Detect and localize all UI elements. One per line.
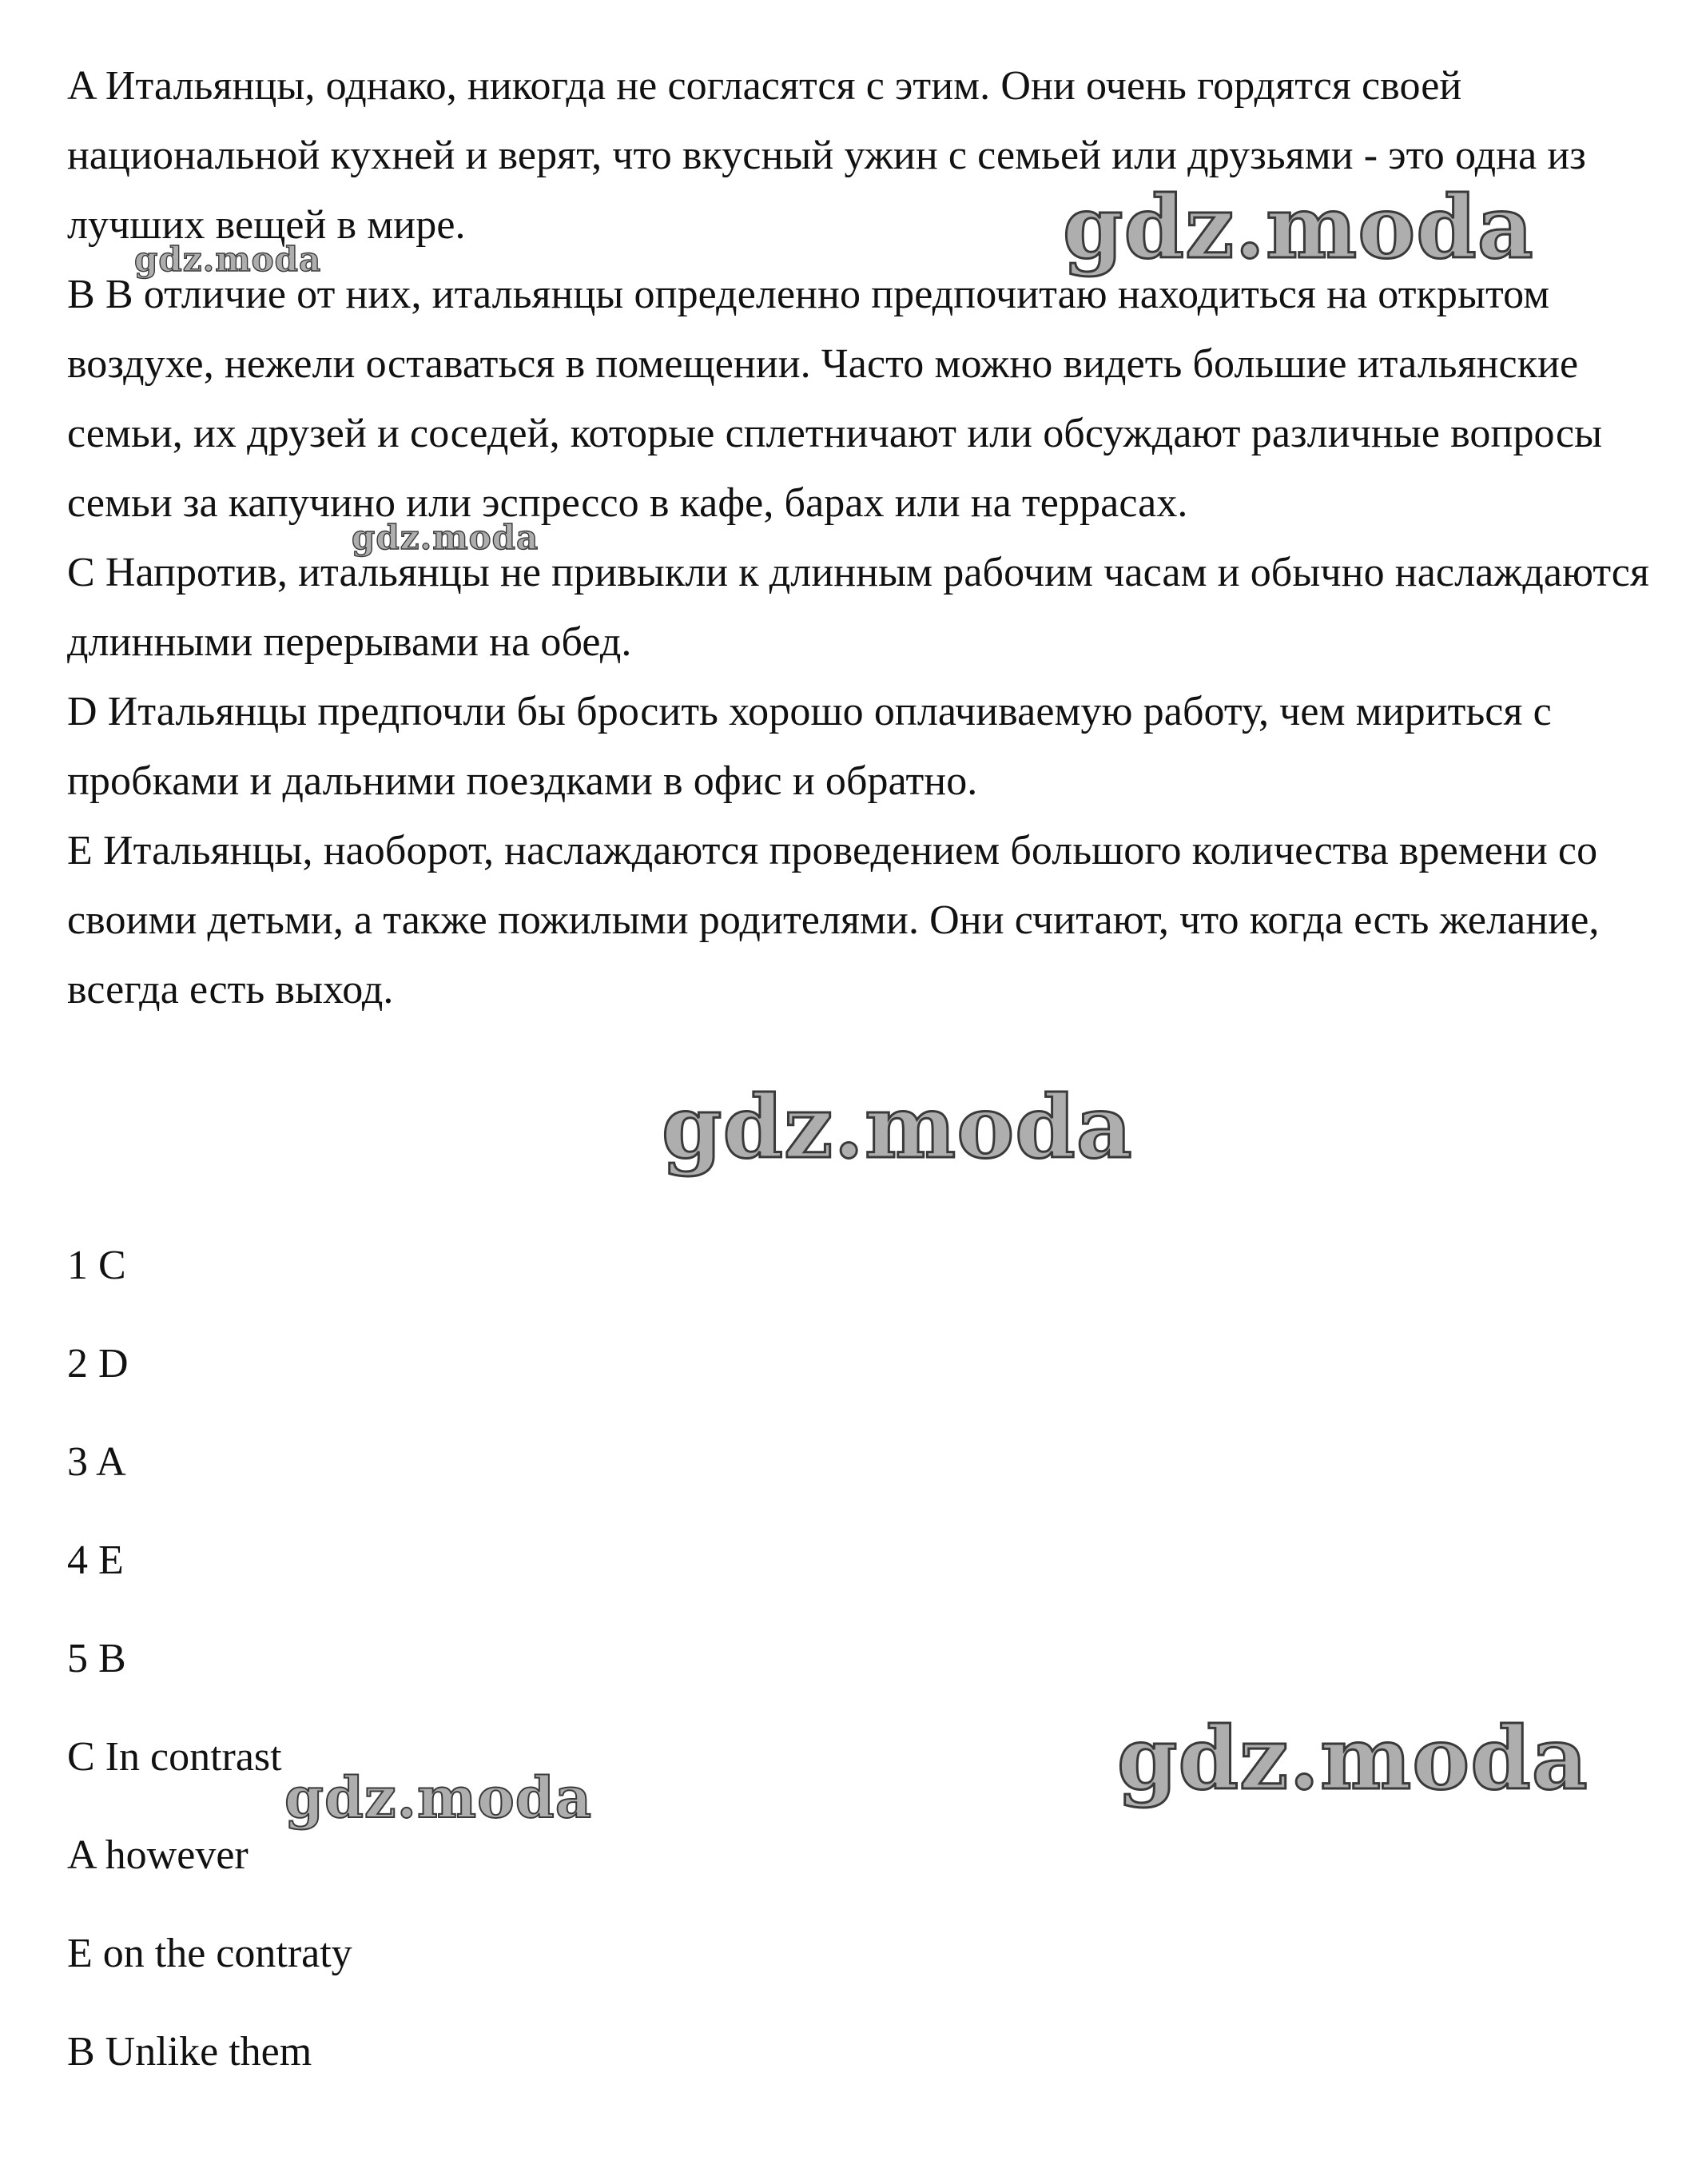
watermark: gdz.moda (352, 518, 539, 557)
answer-2: 2 D (67, 1341, 129, 1386)
linker-c: C In contrast (67, 1734, 282, 1780)
paragraph-a: A Итальянцы, однако, никогда не согласятся с этим. Они очень гордятся своей национальной кухней и верят, что вкусный ужин с семьей или друзьями - это одна из лучших вещей в мире. (67, 63, 1586, 248)
watermark: gdz.moda (1063, 177, 1534, 278)
answer-3: 3 A (67, 1439, 126, 1485)
paragraph-c: C Напротив, итальянцы не привыкли к длинным рабочим часам и обычно наслаждаются длинными перерывами на обед. (67, 550, 1649, 665)
answer-4: 4 E (67, 1538, 124, 1583)
answers-list (67, 1216, 786, 2101)
linker-a: A however (67, 1832, 249, 1878)
paragraph-e: E Итальянцы, наоборот, наслаждаются проведением большого количества времени со своими детьми, а также пожилыми родителями. Они считают, что когда есть желание, всегда есть выход. (67, 828, 1600, 1012)
watermark: gdz.moda (662, 1077, 1133, 1178)
watermark: gdz.moda (284, 1764, 593, 1831)
watermark: gdz.moda (1117, 1709, 1589, 1809)
paragraph-b: B В отличие от них, итальянцы определенно предпочитаю находиться на открытом воздухе, нежели оставаться в помещении. Часто можно видеть большие итальянские семьи, их друзей и соседей, которые сплетничают или обсуждают различные вопросы семьи за капучино или эспрессо в кафе, барах или на террасах. (67, 272, 1603, 526)
answer-1: 1 C (67, 1243, 126, 1288)
paragraph-d: D Итальянцы предпочли бы бросить хорошо оплачиваемую работу, чем мириться с пробками и дальними поездками в офис и обратно. (67, 689, 1552, 804)
watermark: gdz.moda (134, 240, 322, 279)
answer-5: 5 B (67, 1636, 126, 1681)
linker-b: B Unlike them (67, 2029, 312, 2075)
linker-e: E on the contraty (67, 1931, 352, 1976)
